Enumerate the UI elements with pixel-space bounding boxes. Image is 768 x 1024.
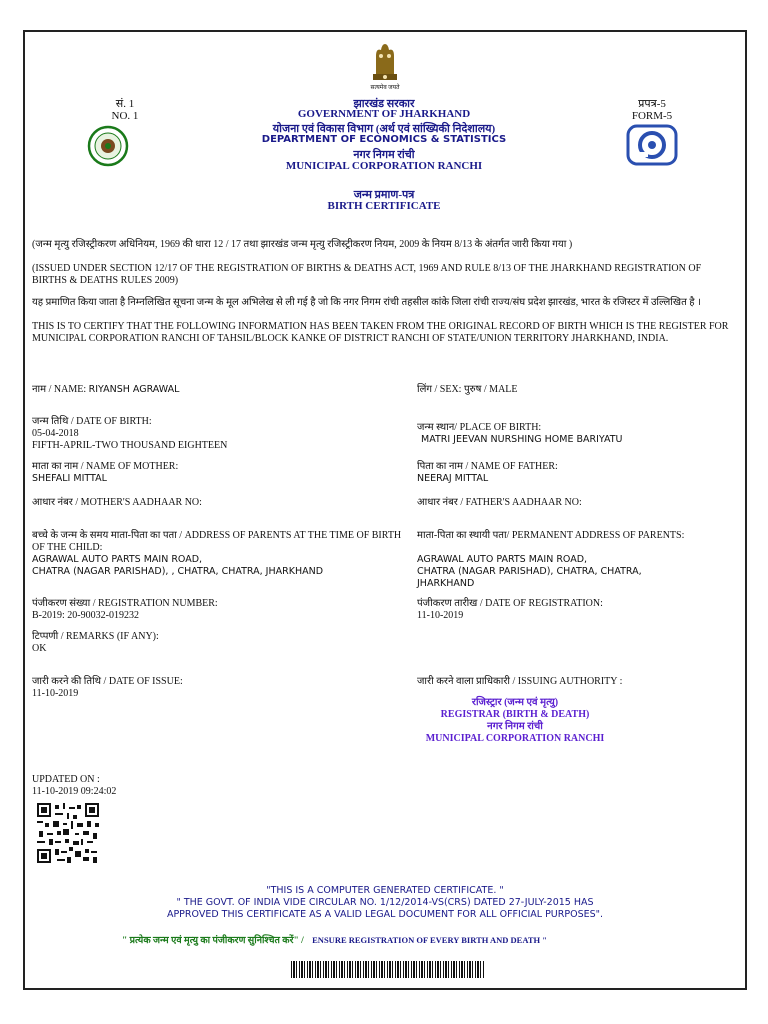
form-no-en: FORM-5 (631, 110, 673, 122)
updated-on-label: UPDATED ON : (32, 774, 100, 785)
authority-corporation-en: MUNICIPAL CORPORATION RANCHI (425, 733, 605, 744)
date-of-issue-field (32, 676, 402, 700)
jharkhand-seal-icon (87, 125, 129, 167)
address-at-birth-line2: CHATRA (NAGAR PARISHAD), , CHATRA, CHATRA, JHARKHAND (32, 566, 324, 577)
place-of-birth-field (417, 422, 737, 446)
issuing-authority-label: जारी करने वाला प्राधिकारी / ISSUING AUTHORITY : (417, 676, 623, 687)
footer-line-3: APPROVED THIS CERTIFICATE AS A VALID LEGAL DOCUMENT FOR ALL OFFICIAL PURPOSES". (166, 909, 604, 920)
issuance-section-hi: (जन्म मृत्यु रजिस्ट्रीकरण अधिनियम, 1969 की धारा 12 / 17 तथा झारखंड जन्म मृत्यु रजिस्ट्रीकरण नियम, 2009 के नियम 8/13 के अंतर्गत जारी किया गया ) (32, 239, 573, 250)
emblem-motto: सत्यमेव जयते (370, 85, 400, 91)
updated-on-value: 11-10-2019 09:24:02 (32, 786, 117, 797)
permanent-address-label: माता-पिता का स्थायी पता/ PERMANENT ADDRESS OF PARENTS: (417, 530, 685, 541)
authority-title-hi: रजिस्ट्रार (जन्म एवं मृत्यु) (471, 697, 559, 708)
registration-number-field (32, 598, 402, 622)
father-aadhaar-field (417, 497, 737, 509)
certificate-title-en: BIRTH CERTIFICATE (327, 200, 441, 212)
address-at-birth-label: बच्चे के जन्म के समय माता-पिता का पता / ADDRESS OF PARENTS AT THE TIME OF BIRTH OF THE CHILD: (32, 530, 402, 553)
father-name-label: पिता का नाम / NAME OF FATHER: (417, 461, 558, 472)
corporation-title-hi: नगर निगम रांची (353, 149, 415, 161)
registration-logo-icon (626, 124, 678, 166)
state-title-hi: झारखंड सरकार (353, 98, 415, 110)
mother-aadhaar-field (32, 497, 402, 509)
address-at-birth-line1: AGRAWAL AUTO PARTS MAIN ROAD, (32, 554, 203, 565)
dob-words: FIFTH-APRIL-TWO THOUSAND EIGHTEEN (32, 440, 228, 451)
registration-date-value: 11-10-2019 (417, 610, 464, 621)
qr-code-icon[interactable] (37, 803, 99, 863)
mother-aadhaar-label: आधार नंबर / MOTHER'S AADHAAR NO: (32, 497, 202, 508)
permanent-address-line3: JHARKHAND (417, 578, 475, 589)
footer-line-2: " THE GOVT. OF INDIA VIDE CIRCULAR NO. 1/12/2014-VS(CRS) DATED 27-JULY-2015 HAS (176, 897, 594, 908)
barcode-icon[interactable] (291, 961, 485, 978)
certificate-title-hi: जन्म प्रमाण-पत्र (353, 189, 415, 201)
footer-notice (130, 885, 640, 921)
dob-value: 05-04-2018 (32, 428, 79, 439)
certificate-no-hi: सं. 1 (115, 98, 135, 110)
certificate-no-en: NO. 1 (111, 110, 139, 122)
authority-corporation-hi: नगर निगम रांची (487, 721, 543, 732)
father-aadhaar-label: आधार नंबर / FATHER'S AADHAAR NO: (417, 497, 582, 508)
state-title-en: GOVERNMENT OF JHARKHAND (297, 108, 471, 120)
date-of-issue-label: जारी करने की तिथि / DATE OF ISSUE: (32, 676, 183, 687)
mother-name-value: SHEFALI MITTAL (32, 473, 107, 484)
authority-title-en: REGISTRAR (BIRTH & DEATH) (440, 709, 590, 720)
permanent-address-line1: AGRAWAL AUTO PARTS MAIN ROAD, (417, 554, 588, 565)
slogan-hi: " प्रत्येक जन्म एवं मृत्यु का पंजीकरण सुनिश्चित करें" / (122, 936, 304, 946)
registration-date-label: पंजीकरण तारीख / DATE OF REGISTRATION: (417, 598, 603, 609)
name-field (32, 384, 402, 396)
slogan-en: ENSURE REGISTRATION OF EVERY BIRTH AND DEATH " (312, 935, 547, 945)
sex-value: पुरुष / MALE (463, 384, 518, 395)
authority-block (405, 697, 625, 745)
certify-statement-en: THIS IS TO CERTIFY THAT THE FOLLOWING INFORMATION HAS BEEN TAKEN FROM THE ORIGINAL RECORD OF BIRTH WHICH IS THE REGISTER FOR MUNICIPAL CORPORATION RANCHI OF TAHSIL/BLOCK KANKE OF DISTRICT RANCHI OF STATE/UNION TERRITORY JHARKHAND, INDIA. (32, 321, 729, 344)
father-name-field (417, 461, 737, 485)
place-of-birth-value: MATRI JEEVAN NURSHING HOME BARIYATU (421, 434, 623, 445)
mother-name-field (32, 461, 402, 485)
updated-on-field (32, 774, 232, 798)
form-no-hi: प्रपत्र-5 (638, 98, 666, 110)
date-of-issue-value: 11-10-2019 (32, 688, 79, 699)
department-title-hi: योजना एवं विकास विभाग (अर्थ एवं सांख्यिकी निदेशालय) (272, 123, 496, 135)
name-label: नाम / NAME: (32, 384, 89, 395)
issuing-authority-field (417, 676, 737, 688)
certify-statement-hi: यह प्रमाणित किया जाता है निम्नलिखित सूचना जन्म के मूल अभिलेख से ली गई है जो कि नगर निगम रांची तहसील कांके जिला रांची राज्य/संघ प्रदेश झारखंड, भारत के रजिस्टर में उल्लिखित है । (32, 297, 701, 308)
address-at-birth-field (32, 530, 402, 578)
slogan (122, 934, 652, 947)
permanent-address-line2: CHATRA (NAGAR PARISHAD), CHATRA, CHATRA, (417, 566, 642, 577)
footer-line-1: "THIS IS A COMPUTER GENERATED CERTIFICATE. " (266, 885, 504, 896)
permanent-address-field (417, 530, 737, 590)
remarks-value: OK (32, 643, 47, 654)
date-of-birth-field (32, 416, 402, 452)
remarks-label: टिप्पणी / REMARKS (IF ANY): (32, 631, 159, 642)
dob-label: जन्म तिथि / DATE OF BIRTH: (32, 416, 152, 427)
page-border (23, 30, 747, 990)
registration-number-label: पंजीकरण संख्या / REGISTRATION NUMBER: (32, 598, 218, 609)
mother-name-label: माता का नाम / NAME OF MOTHER: (32, 461, 179, 472)
issuance-section-en: (ISSUED UNDER SECTION 12/17 OF THE REGISTRATION OF BIRTHS & DEATHS ACT, 1969 AND RULE 8/13 OF THE JHARKHAND REGISTRATION OF BIRTHS & DEATHS RULES 2009) (32, 263, 702, 286)
registration-date-field (417, 598, 737, 622)
department-title-en: DEPARTMENT OF ECONOMICS & STATISTICS (261, 134, 507, 145)
sex-field (417, 384, 737, 396)
corporation-title-en: MUNICIPAL CORPORATION RANCHI (285, 160, 483, 172)
father-name-value: NEERAJ MITTAL (417, 473, 489, 484)
registration-number-value: B-2019: 20-90032-019232 (32, 610, 139, 621)
name-value: RIYANSH AGRAWAL (88, 384, 180, 395)
sex-label: लिंग / SEX: (417, 384, 464, 395)
remarks-field (32, 631, 402, 655)
place-of-birth-label: जन्म स्थान/ PLACE OF BIRTH: (417, 422, 542, 433)
